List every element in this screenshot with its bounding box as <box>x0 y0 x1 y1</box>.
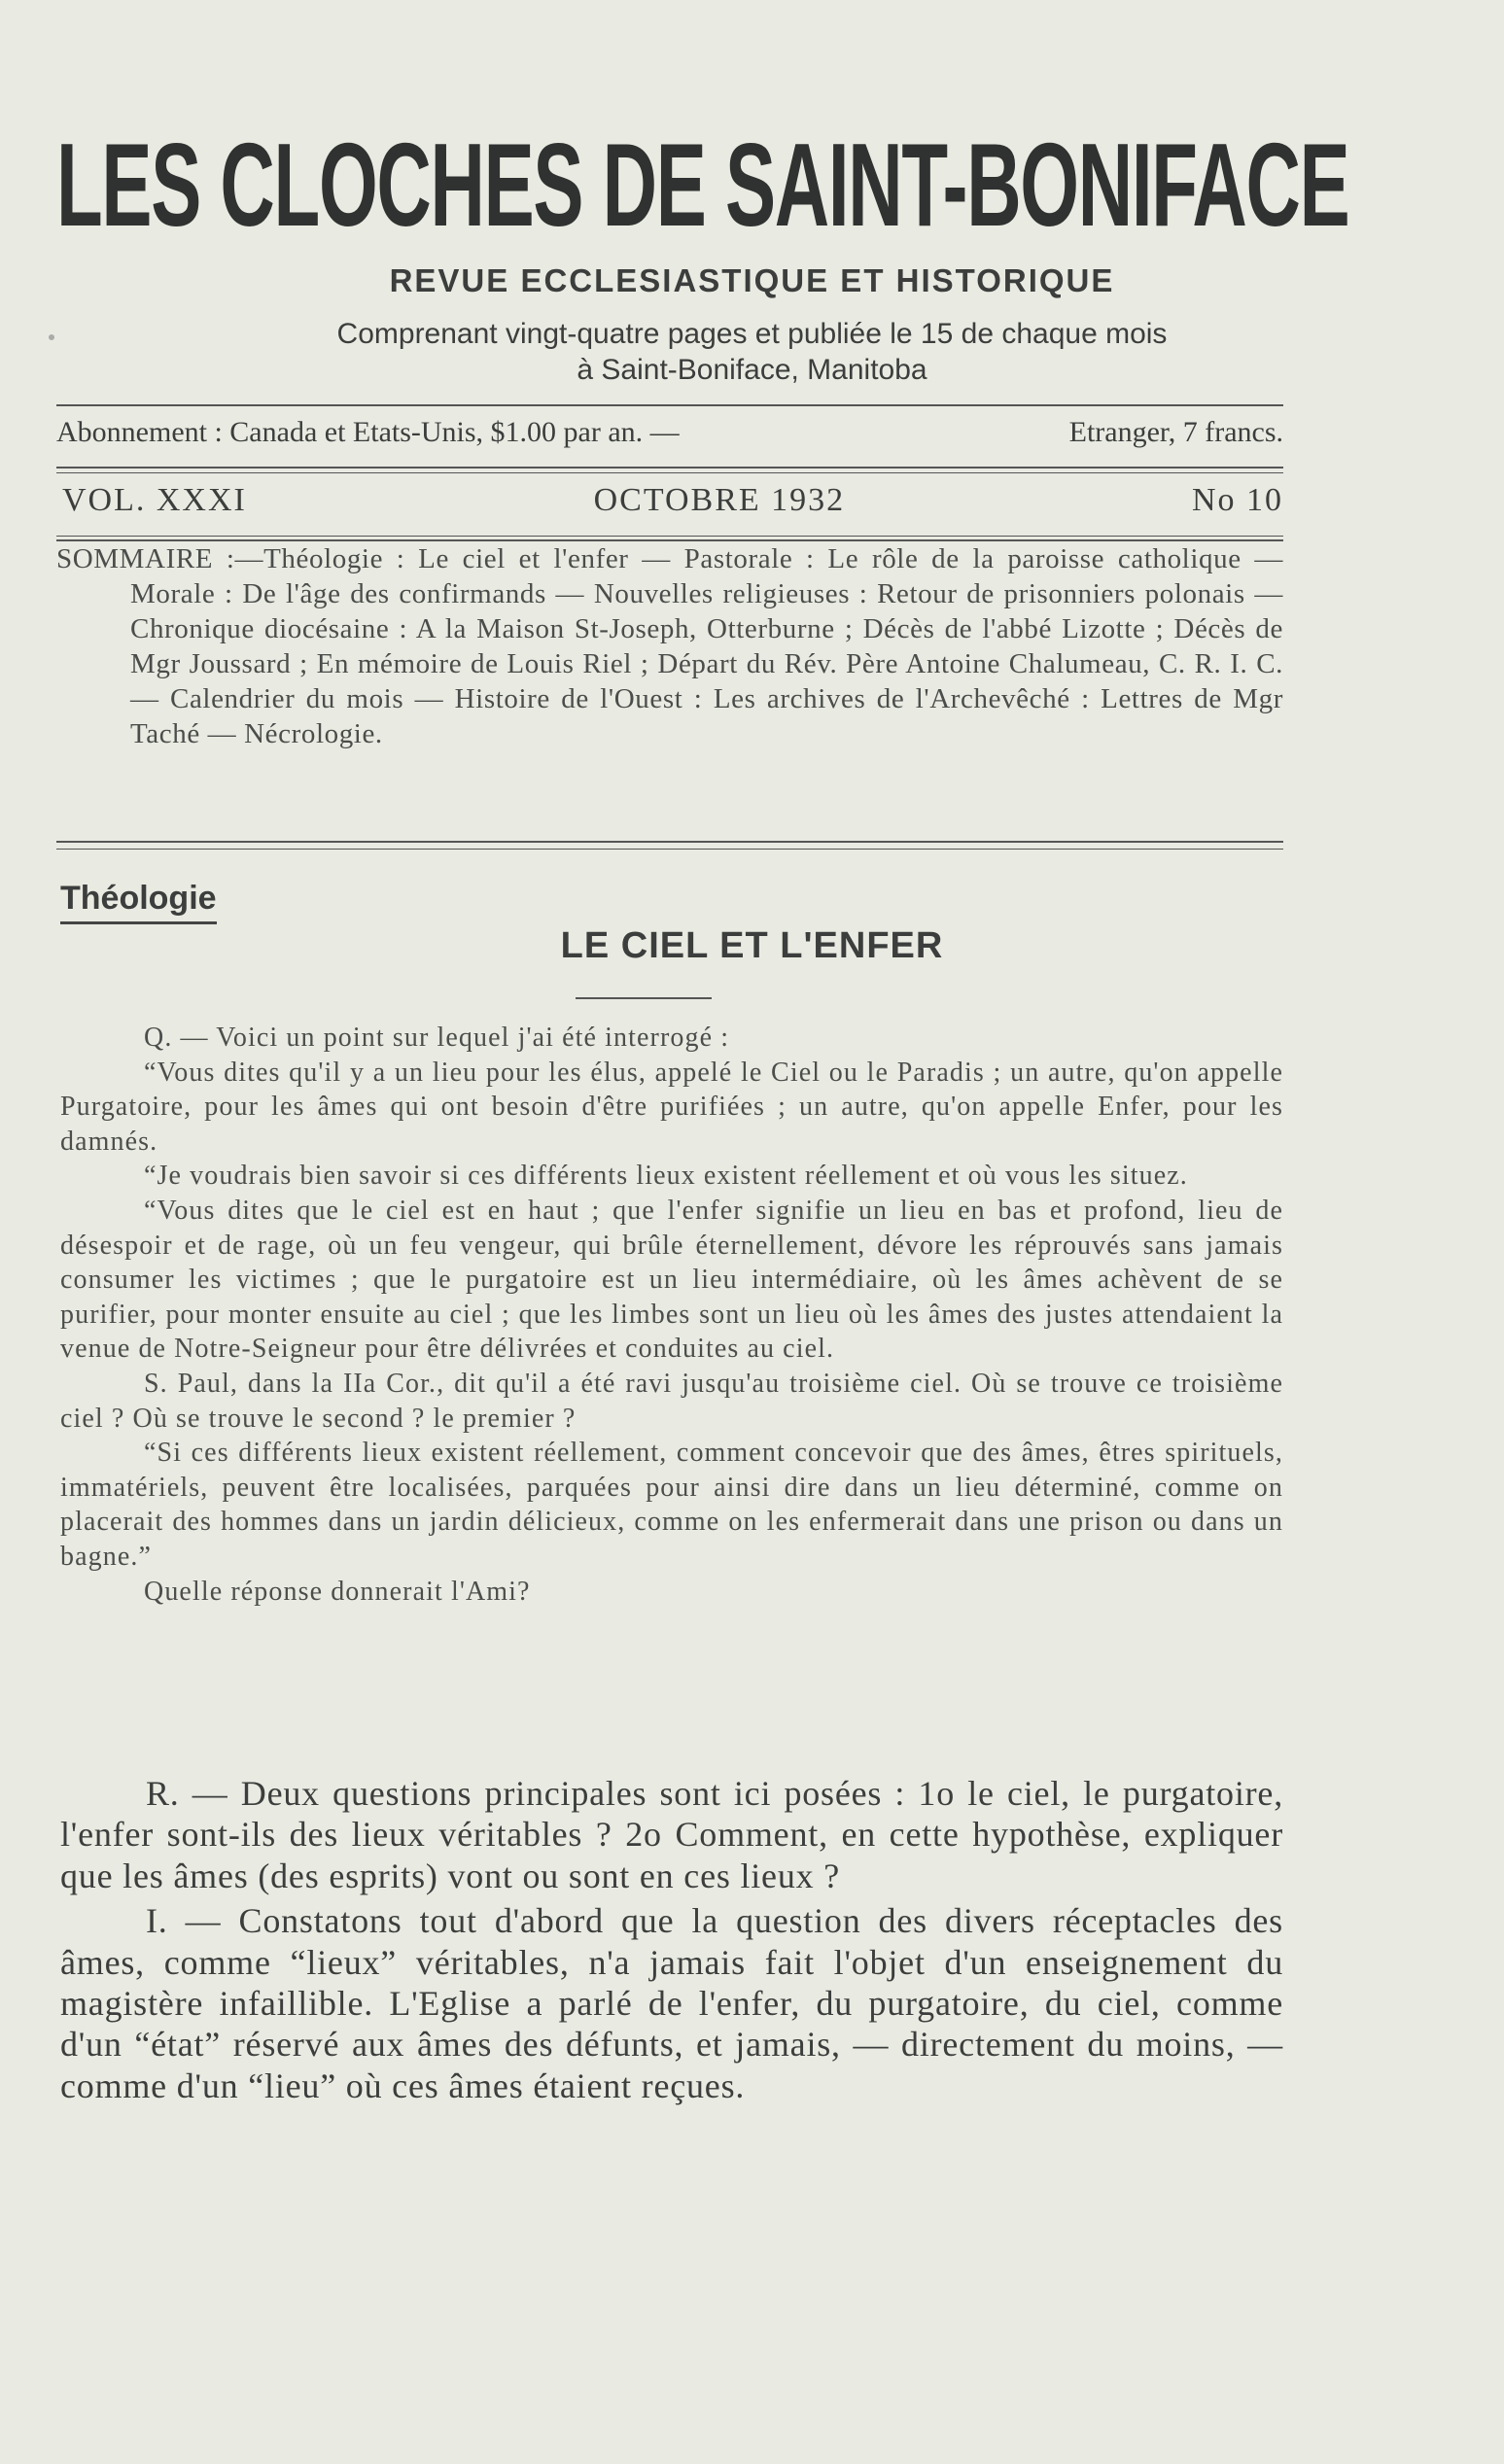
article-title: LE CIEL ET L'ENFER <box>560 925 944 966</box>
paragraph: “Vous dites que le ciel est en haut ; que l'enfer signifie un lieu en bas et profond, lieu de désespoir et de rage, où un feu vengeur, qui brûle éternellement, dévore les réprouvés sans jamais consumer les victimes ; que le purgatoire est un lieu intermédiaire, où les âmes achèvent de se purifier, pour monter ensuite au ciel ; que les limbes sont un lieu où les âmes des justes attendaient la venue de Notre-Seigneur pour être délivrées et conduites au ciel. <box>60 1195 1283 1365</box>
title-rule <box>576 997 712 999</box>
paragraph: “Je voudrais bien savoir si ces différents lieux existent réellement et où vous les situez. <box>144 1161 1188 1192</box>
divider <box>56 467 1283 469</box>
paragraph: Quelle réponse donnerait l'Ami? <box>144 1576 531 1607</box>
paragraph: Q. — Voici un point sur lequel j'ai été interrogé : <box>144 1023 730 1053</box>
divider <box>56 404 1283 406</box>
paragraph: “Vous dites qu'il y a un lieu pour les élus, appelé le Ciel ou le Paradis ; un autre, qu'on appelle Purgatoire, pour les âmes qui ont besoin d'être purifiées ; un autre, qu'on appelle Enfer, pour les damnés. <box>60 1057 1283 1157</box>
answer-text <box>60 1773 1283 2106</box>
divider <box>56 536 1283 537</box>
divider <box>56 472 1283 473</box>
subscription-foreign: Etranger, 7 francs. <box>1068 416 1283 448</box>
issue-date: OCTOBRE 1932 <box>593 482 846 518</box>
issue-number: No 10 <box>1191 482 1283 518</box>
masthead-subtitle: REVUE ECCLESIASTIQUE ET HISTORIQUE <box>389 262 1115 298</box>
publication-location: à Saint-Boniface, Manitoba <box>577 354 927 386</box>
section-heading: Théologie <box>60 880 217 924</box>
table-of-contents: SOMMAIRE :—Théologie : Le ciel et l'enfer — Pastorale : Le rôle de la paroisse catholique — Morale : De l'âge des confirmands — Nouvelles religieuses : Retour de prisonniers polonais — Chronique diocésaine : A la Maison St-Joseph, Otterburne ; Décès de l'abbé Lizotte ; Décès de Mgr Joussard ; En mémoire de Louis Riel ; Départ du Rév. Père Antoine Chalumeau, C. R. I. C. — Calendrier du mois — Histoire de l'Ouest : Les archives de l'Archevêché : Lettres de Mgr Taché — Nécrologie. <box>56 543 1283 749</box>
subscription-domestic: Abonnement : Canada et Etats-Unis, $1.00 par an. — <box>56 416 680 448</box>
divider <box>56 849 1283 850</box>
paragraph: S. Paul, dans la IIa Cor., dit qu'il a été ravi jusqu'au troisième ciel. Où se trouve ce troisième ciel ? Où se trouve le second ? le premier ? <box>60 1368 1283 1434</box>
question-text <box>60 1021 1283 1609</box>
subscription-line <box>56 416 1283 449</box>
publication-tagline: Comprenant vingt-quatre pages et publiée le 15 de chaque mois <box>336 318 1168 350</box>
divider <box>56 841 1283 843</box>
masthead-title: LES CLOCHES DE SAINT-BONIFACE <box>56 119 1349 251</box>
paragraph: R. — Deux questions principales sont ici posées : 1o le ciel, le purgatoire, l'enfer sont-ils des lieux véritables ? 2o Comment, en cette hypothèse, expliquer que les âmes (des esprits) vont ou sont en ces lieux ? <box>60 1774 1283 1895</box>
paragraph: “Si ces différents lieux existent réellement, comment concevoir que des âmes, êtres spirituels, immatériels, peuvent être localisées, parquées pour ainsi dire dans un lieu déterminé, comme on placerait des hommes dans un jardin délicieux, comme on les enfermerait dans une prison ou dans un bagne.” <box>60 1438 1283 1572</box>
issue-line <box>62 482 1283 519</box>
paragraph: I. — Constatons tout d'abord que la question des divers réceptacles des âmes, comme “lieux” véritables, n'a jamais fait l'objet d'un enseignement du magistère infaillible. L'Eglise a parlé de l'enfer, du purgatoire, du ciel, comme d'un “état” réservé aux âmes des défunts, et jamais, — directement du moins, — comme d'un “lieu” où ces âmes étaient reçues. <box>60 1901 1283 2105</box>
volume: VOL. XXXI <box>62 482 247 518</box>
